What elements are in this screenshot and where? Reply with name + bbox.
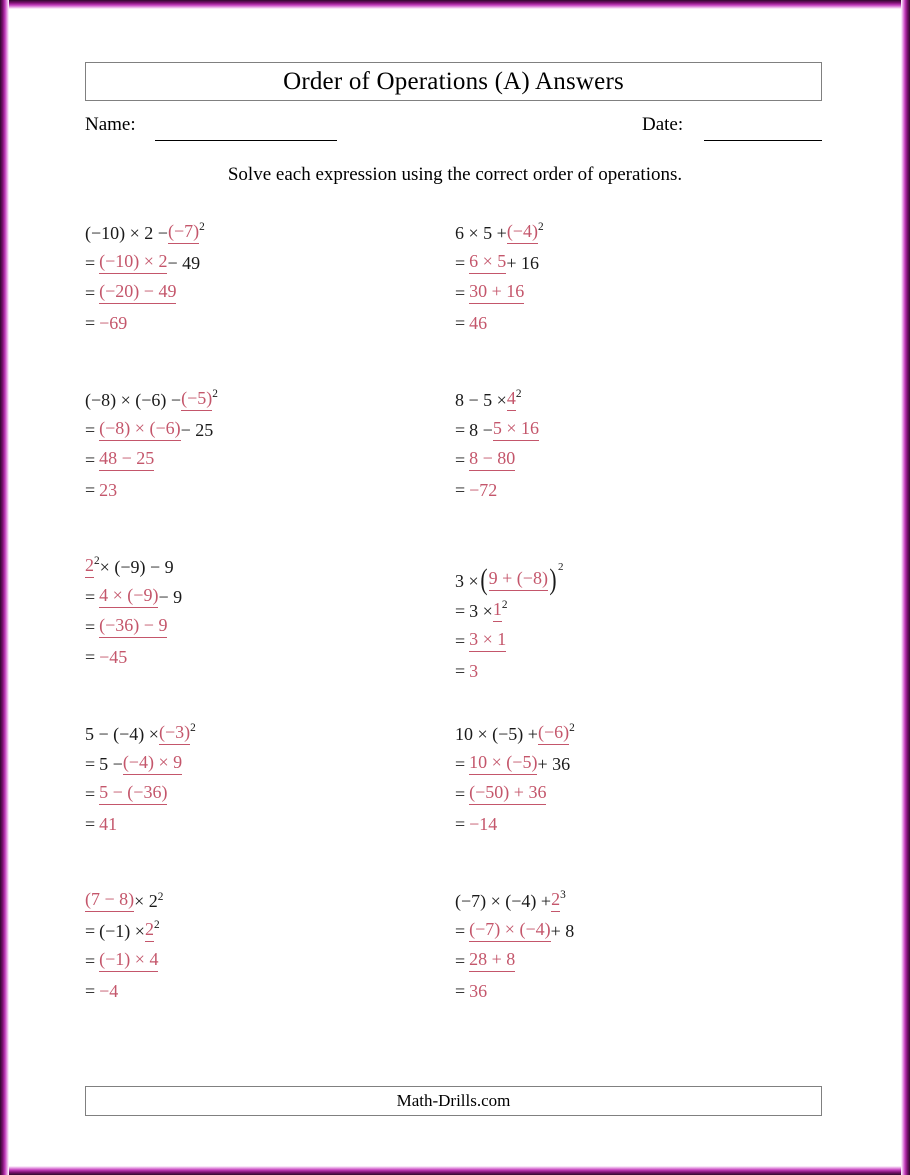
- solution-step-2: [85, 942, 163, 972]
- worksheet-title-box: [85, 62, 822, 101]
- math-token: 8 − 5 ×: [455, 390, 507, 410]
- math-token-highlight: −4: [99, 981, 119, 1001]
- solution-step-3: [455, 972, 574, 1002]
- math-token: × $2^2$: [134, 891, 164, 911]
- solution-step-3: [455, 652, 563, 682]
- solution-step-1: [455, 411, 539, 441]
- math-token-highlight: 46: [469, 313, 488, 333]
- math-token-highlight: 4 × (−9): [99, 585, 158, 608]
- problem-7: [85, 715, 196, 835]
- solution-step-2: [455, 441, 539, 471]
- solution-step-2: [85, 608, 182, 638]
- name-input-line[interactable]: [155, 140, 337, 141]
- problems-grid: [85, 214, 835, 1049]
- equals-sign: =: [85, 754, 96, 774]
- math-token: − 49: [167, 253, 201, 273]
- math-token-highlight: (7 − 8): [85, 889, 134, 912]
- equals-sign: =: [85, 587, 96, 607]
- solution-step-3: [85, 471, 218, 501]
- equals-sign: =: [455, 253, 466, 273]
- frame-edge-right: [901, 0, 910, 1175]
- problem-1: [85, 214, 205, 334]
- expression-line: [455, 715, 575, 745]
- math-token-highlight: −14: [469, 814, 498, 834]
- math-token: (−10) × 2 −: [85, 223, 168, 243]
- math-token: (−1) ×: [99, 921, 145, 941]
- math-token-highlight: 8 − 80: [469, 448, 515, 471]
- solution-step-2: [455, 942, 574, 972]
- grouped-expression: ( 9 + (−8) ) 2: [480, 560, 564, 596]
- worksheet-sheet: [9, 9, 901, 1166]
- equals-sign: =: [455, 814, 466, 834]
- expression-line: [455, 214, 544, 244]
- math-token: 5 −: [99, 754, 123, 774]
- solution-step-1: [85, 244, 205, 274]
- solution-step-2: [455, 622, 563, 652]
- equals-sign: =: [85, 814, 96, 834]
- math-token-highlight: 5 × 16: [493, 418, 539, 441]
- math-token-highlight: 23: [99, 480, 118, 500]
- equals-sign: =: [455, 754, 466, 774]
- problem-5: [85, 548, 182, 668]
- problem-row: [85, 214, 835, 381]
- problem-3: [85, 381, 218, 501]
- problem-4: [455, 381, 539, 501]
- right-paren: ): [549, 562, 557, 596]
- solution-step-3: [85, 805, 196, 835]
- solution-step-1: [85, 411, 218, 441]
- math-token: 3 ×: [455, 571, 479, 591]
- math-token: + 16: [506, 253, 539, 273]
- math-token-highlight: 6 × 5: [469, 251, 506, 274]
- equals-sign: =: [455, 480, 466, 500]
- equals-sign: =: [85, 951, 96, 971]
- instructions-text: Solve each expression using the correct order of operations.: [227, 164, 683, 185]
- solution-step-2: [85, 441, 218, 471]
- solution-step-1: [85, 578, 182, 608]
- equals-sign: =: [85, 450, 96, 470]
- math-token-highlight: −45: [99, 647, 128, 667]
- equals-sign: =: [455, 981, 466, 1001]
- math-token-highlight: 28 + 8: [469, 949, 515, 972]
- expression-line: [85, 882, 163, 912]
- math-token-highlight: 41: [99, 814, 118, 834]
- solution-step-3: [455, 805, 575, 835]
- math-token-highlight: (−20) − 49: [99, 281, 176, 304]
- solution-step-1: [85, 745, 196, 775]
- frame-edge-top: [0, 0, 910, 9]
- solution-step-1: [455, 244, 544, 274]
- equals-sign: =: [455, 784, 466, 804]
- equals-sign: =: [85, 921, 96, 941]
- equals-sign: =: [85, 420, 96, 440]
- math-token-highlight: (−8) × (−6): [99, 418, 180, 441]
- math-token-highlight: 5 − (−36): [99, 782, 167, 805]
- solution-step-1: [455, 745, 575, 775]
- equals-sign: =: [85, 480, 96, 500]
- solution-step-2: [85, 775, 196, 805]
- equals-sign: =: [85, 253, 96, 273]
- solution-step-2: [455, 274, 544, 304]
- equals-sign: =: [85, 313, 96, 333]
- math-token: − 25: [180, 420, 214, 440]
- expression-line: [455, 882, 574, 912]
- math-token-highlight: −72: [469, 480, 498, 500]
- math-token-highlight: 42: [507, 388, 522, 411]
- solution-step-3: [85, 972, 163, 1002]
- math-token: 8 −: [469, 420, 493, 440]
- equals-sign: =: [85, 784, 96, 804]
- math-token-highlight: 10 × (−5): [469, 752, 537, 775]
- math-token: × (−9) − 9: [99, 557, 174, 577]
- problem-row: [85, 882, 835, 1049]
- expression-line: [455, 381, 539, 411]
- math-token: (−7) × (−4) +: [455, 891, 552, 911]
- expression-line: [85, 715, 196, 745]
- equals-sign: =: [85, 647, 96, 667]
- math-token-highlight: (−6)2: [538, 722, 575, 745]
- problem-10: [455, 882, 574, 1002]
- math-token: (−8) × (−6) −: [85, 390, 182, 410]
- solution-step-3: [455, 304, 544, 334]
- solution-step-2: [85, 274, 205, 304]
- equals-sign: =: [455, 661, 466, 681]
- math-token-highlight: 22: [145, 919, 160, 942]
- math-token: + 8: [550, 921, 575, 941]
- problem-2: [455, 214, 544, 334]
- math-token: + 36: [537, 754, 571, 774]
- math-token-highlight: 3 × 1: [469, 629, 506, 652]
- name-date-row: [85, 114, 822, 144]
- solution-step-2: [455, 775, 575, 805]
- equals-sign: =: [455, 283, 466, 303]
- date-label: Date:: [642, 114, 684, 135]
- equals-sign: =: [85, 981, 96, 1001]
- equals-sign: =: [85, 283, 96, 303]
- expression-line: [85, 214, 205, 244]
- math-token-highlight: 9 + (−8): [489, 568, 548, 591]
- footer-attribution: Math-Drills.com: [396, 1091, 511, 1110]
- math-token-highlight: (−36) − 9: [99, 615, 167, 638]
- math-token-highlight: −69: [99, 313, 128, 333]
- exponent: 2: [157, 891, 164, 903]
- solution-step-1: [455, 912, 574, 942]
- solution-step-3: [455, 471, 539, 501]
- problem-8: [455, 715, 575, 835]
- equals-sign: =: [455, 313, 466, 333]
- math-token: 3 ×: [469, 601, 493, 621]
- math-token-highlight: (−1) × 4: [99, 949, 158, 972]
- equals-sign: =: [455, 921, 466, 941]
- problem-9: [85, 882, 163, 1002]
- expression-line: [455, 560, 564, 596]
- left-paren: (: [480, 562, 488, 596]
- date-input-line[interactable]: [704, 140, 822, 141]
- footer-box: [85, 1086, 822, 1116]
- math-token: − 9: [158, 587, 183, 607]
- math-token: 6 × 5 +: [455, 223, 507, 243]
- problem-row: [85, 381, 835, 548]
- math-token-highlight: 3: [469, 661, 479, 681]
- equals-sign: =: [455, 420, 466, 440]
- frame-edge-bottom: [0, 1166, 910, 1175]
- name-label: Name:: [85, 114, 136, 135]
- math-token-highlight: 48 − 25: [99, 448, 154, 471]
- frame-edge-left: [0, 0, 9, 1175]
- equals-sign: =: [455, 951, 466, 971]
- math-token-highlight: (−4) × 9: [123, 752, 182, 775]
- math-token-highlight: 36: [469, 981, 488, 1001]
- equals-sign: =: [455, 601, 466, 621]
- equals-sign: =: [85, 617, 96, 637]
- math-token-highlight: (−7)2: [168, 221, 205, 244]
- math-token-highlight: 22: [85, 555, 100, 578]
- page-title: Order of Operations (A) Answers: [283, 67, 624, 95]
- equals-sign: =: [455, 450, 466, 470]
- math-token-highlight: (−5)2: [181, 388, 218, 411]
- problem-row: [85, 548, 835, 715]
- math-token-highlight: 30 + 16: [469, 281, 524, 304]
- math-token-highlight: 23: [551, 889, 566, 912]
- math-token-highlight: (−4)2: [507, 221, 544, 244]
- math-token-highlight: (−50) + 36: [469, 782, 546, 805]
- math-token-highlight: (−7) × (−4): [469, 919, 550, 942]
- solution-step-3: [85, 638, 182, 668]
- expression-line: [85, 381, 218, 411]
- problem-row: [85, 715, 835, 882]
- math-token-highlight: (−3)2: [159, 722, 196, 745]
- solution-step-1: [85, 912, 163, 942]
- equals-sign: =: [455, 631, 466, 651]
- math-token-highlight: 12: [493, 599, 508, 622]
- expression-line: [85, 548, 182, 578]
- solution-step-3: [85, 304, 205, 334]
- problem-6: [455, 562, 563, 682]
- solution-step-1: [455, 592, 563, 622]
- math-token: 10 × (−5) +: [455, 724, 538, 744]
- math-token-highlight: (−10) × 2: [99, 251, 167, 274]
- math-token: 5 − (−4) ×: [85, 724, 159, 744]
